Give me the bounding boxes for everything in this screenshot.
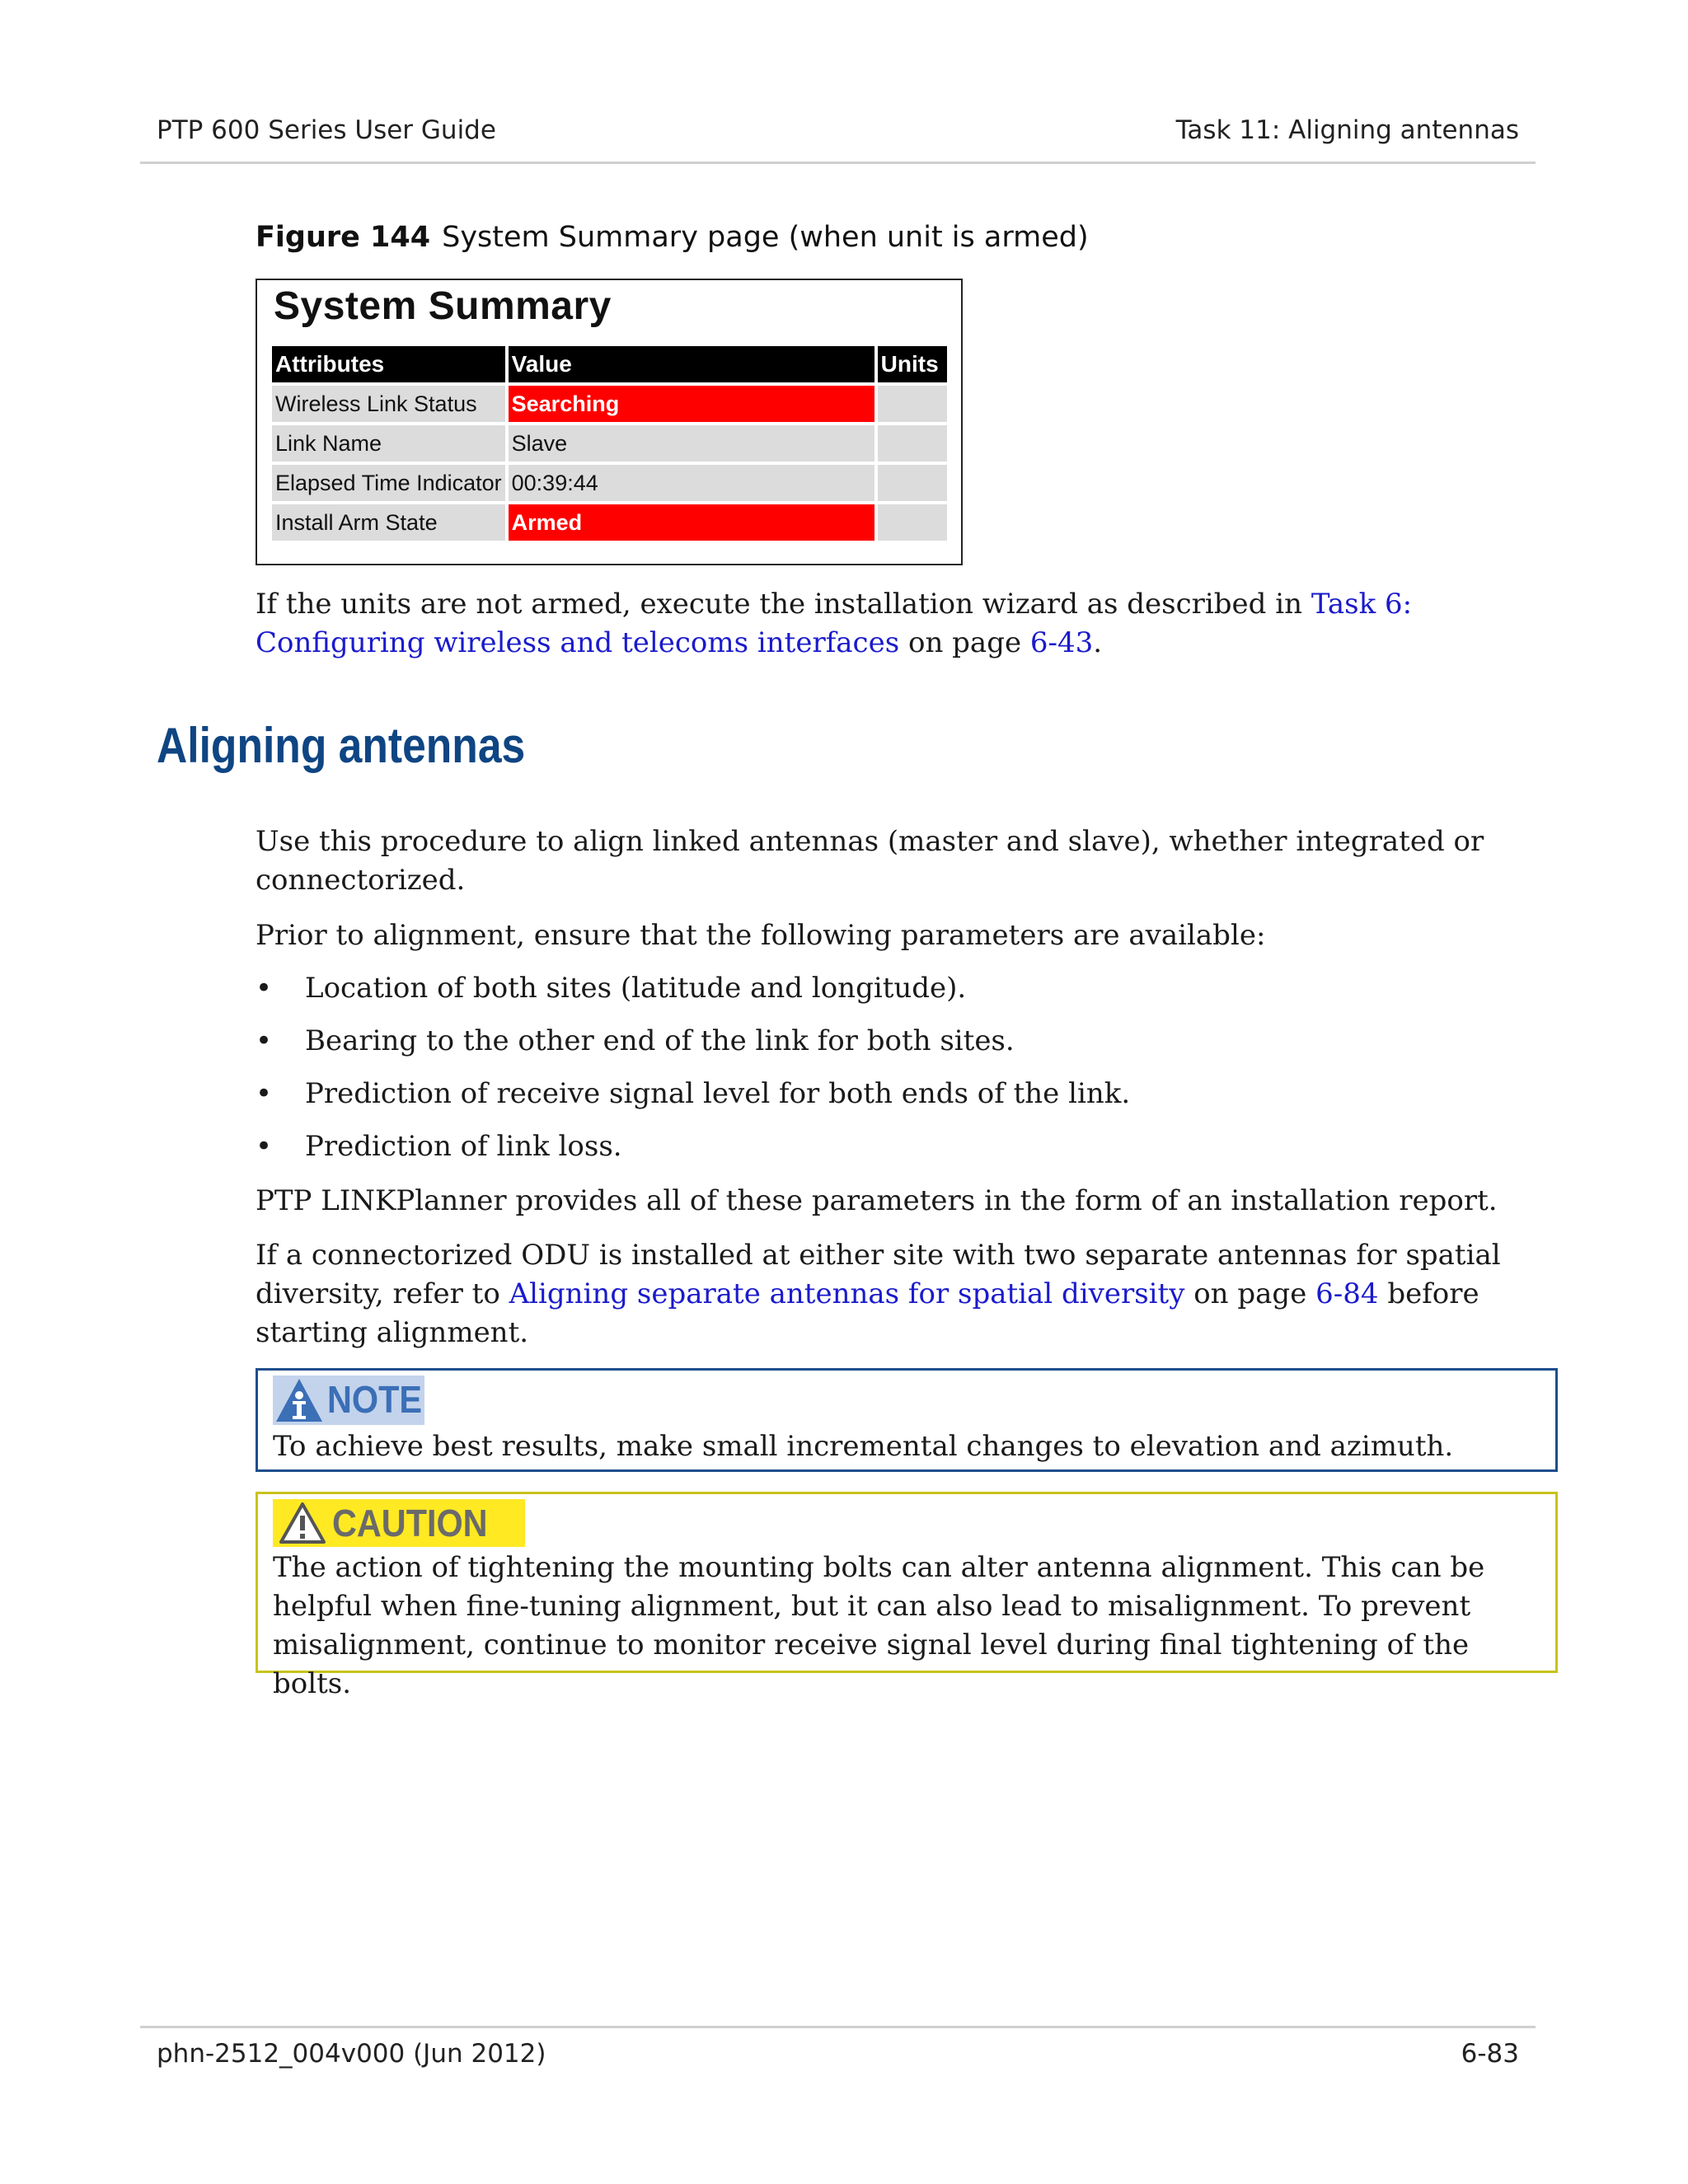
paragraph-text: Use this procedure to align linked antennas (master and slave), whether integrated or	[256, 825, 1484, 858]
paragraph-text: .	[1093, 626, 1103, 659]
attribute-cell: Install Arm State	[272, 504, 505, 541]
footer-divider	[140, 2026, 1536, 2028]
column-header-units: Units	[878, 346, 947, 382]
intro-paragraph	[256, 823, 1550, 900]
caution-text-line: misalignment, continue to monitor receive signal level during final tightening of the bolts.	[273, 1629, 1470, 1700]
configuring-interfaces-link[interactable]: Configuring wireless and telecoms interfaces	[256, 626, 900, 659]
document-id: phn-2512_004v000 (Jun 2012)	[157, 2039, 546, 2069]
caution-text	[273, 1549, 1550, 1704]
figure-caption-text: System Summary page (when unit is armed)	[442, 221, 1089, 254]
note-icon	[274, 1377, 324, 1423]
caution-box	[256, 1492, 1558, 1700]
list-item-text: Location of both sites (latitude and longitude).	[305, 972, 967, 1005]
header-divider	[140, 162, 1536, 164]
paragraph-text: diversity, refer to	[256, 1277, 509, 1310]
spatial-diversity-link[interactable]: Aligning separate antennas for spatial diversity	[509, 1277, 1185, 1310]
note-box	[256, 1368, 1558, 1472]
prior-paragraph: Prior to alignment, ensure that the following parameters are available:	[256, 919, 1266, 952]
value-cell: Searching	[509, 386, 874, 422]
bullet-icon: •	[256, 1024, 273, 1057]
note-label: NOTE	[327, 1378, 423, 1421]
caution-tag	[273, 1499, 525, 1547]
bullet-icon: •	[256, 972, 273, 1005]
paragraph-text: on page	[899, 626, 1030, 659]
note-tag	[273, 1376, 424, 1425]
page-6-84-link[interactable]: 6-84	[1315, 1277, 1379, 1310]
table-row	[272, 504, 947, 541]
table-header-row	[272, 346, 947, 382]
table-row	[272, 386, 947, 422]
paragraph-text: on page	[1184, 1277, 1316, 1310]
paragraph-text: connectorized.	[256, 864, 466, 897]
column-header-value: Value	[509, 346, 874, 382]
attribute-cell: Elapsed Time Indicator	[272, 465, 505, 501]
list-item-text: Prediction of receive signal level for both ends of the link.	[305, 1077, 1131, 1110]
page-6-43-link[interactable]: 6-43	[1029, 626, 1094, 659]
units-cell	[878, 465, 947, 501]
task6-link[interactable]: Task 6:	[1311, 588, 1413, 621]
bullet-icon: •	[256, 1077, 273, 1110]
figure-label: Figure 144	[256, 221, 431, 254]
caution-text-line: The action of tightening the mounting bolts can alter antenna alignment. This can be	[273, 1551, 1485, 1584]
units-cell	[878, 425, 947, 462]
paragraph-text: before	[1378, 1277, 1479, 1310]
section-heading: Aligning antennas	[157, 718, 526, 773]
table-row	[272, 465, 947, 501]
system-summary-table	[269, 343, 950, 544]
running-header-section: Task 11: Aligning antennas	[1175, 115, 1519, 145]
not-armed-paragraph	[256, 585, 1550, 663]
list-item-text: Prediction of link loss.	[305, 1130, 622, 1163]
attribute-cell: Wireless Link Status	[272, 386, 505, 422]
figure-caption	[256, 221, 1089, 254]
units-cell	[878, 386, 947, 422]
paragraph-text: If the units are not armed, execute the installation wizard as described in	[256, 588, 1311, 621]
running-header-title: PTP 600 Series User Guide	[157, 115, 496, 145]
column-header-attributes: Attributes	[272, 346, 505, 382]
spatial-diversity-paragraph	[256, 1236, 1550, 1352]
units-cell	[878, 504, 947, 541]
caution-label: CAUTION	[332, 1502, 488, 1544]
value-cell: Armed	[509, 504, 874, 541]
value-cell: 00:39:44	[509, 465, 874, 501]
value-cell: Slave	[509, 425, 874, 462]
caution-text-line: helpful when fine-tuning alignment, but it can also lead to misalignment. To prevent	[273, 1590, 1471, 1623]
linkplanner-paragraph: PTP LINKPlanner provides all of these parameters in the form of an installation report.	[256, 1184, 1498, 1217]
note-text: To achieve best results, make small incremental changes to elevation and azimuth.	[273, 1430, 1454, 1463]
bullet-icon: •	[256, 1130, 273, 1163]
attribute-cell: Link Name	[272, 425, 505, 462]
list-item-text: Bearing to the other end of the link for both sites.	[305, 1024, 1015, 1057]
table-row	[272, 425, 947, 462]
paragraph-text: starting alignment.	[256, 1316, 529, 1349]
paragraph-text: If a connectorized ODU is installed at either site with two separate antennas for spatial	[256, 1239, 1501, 1272]
page-number: 6-83	[1461, 2039, 1519, 2069]
system-summary-screenshot	[256, 279, 963, 565]
system-summary-title: System Summary	[274, 284, 612, 328]
warning-icon	[278, 1501, 327, 1545]
